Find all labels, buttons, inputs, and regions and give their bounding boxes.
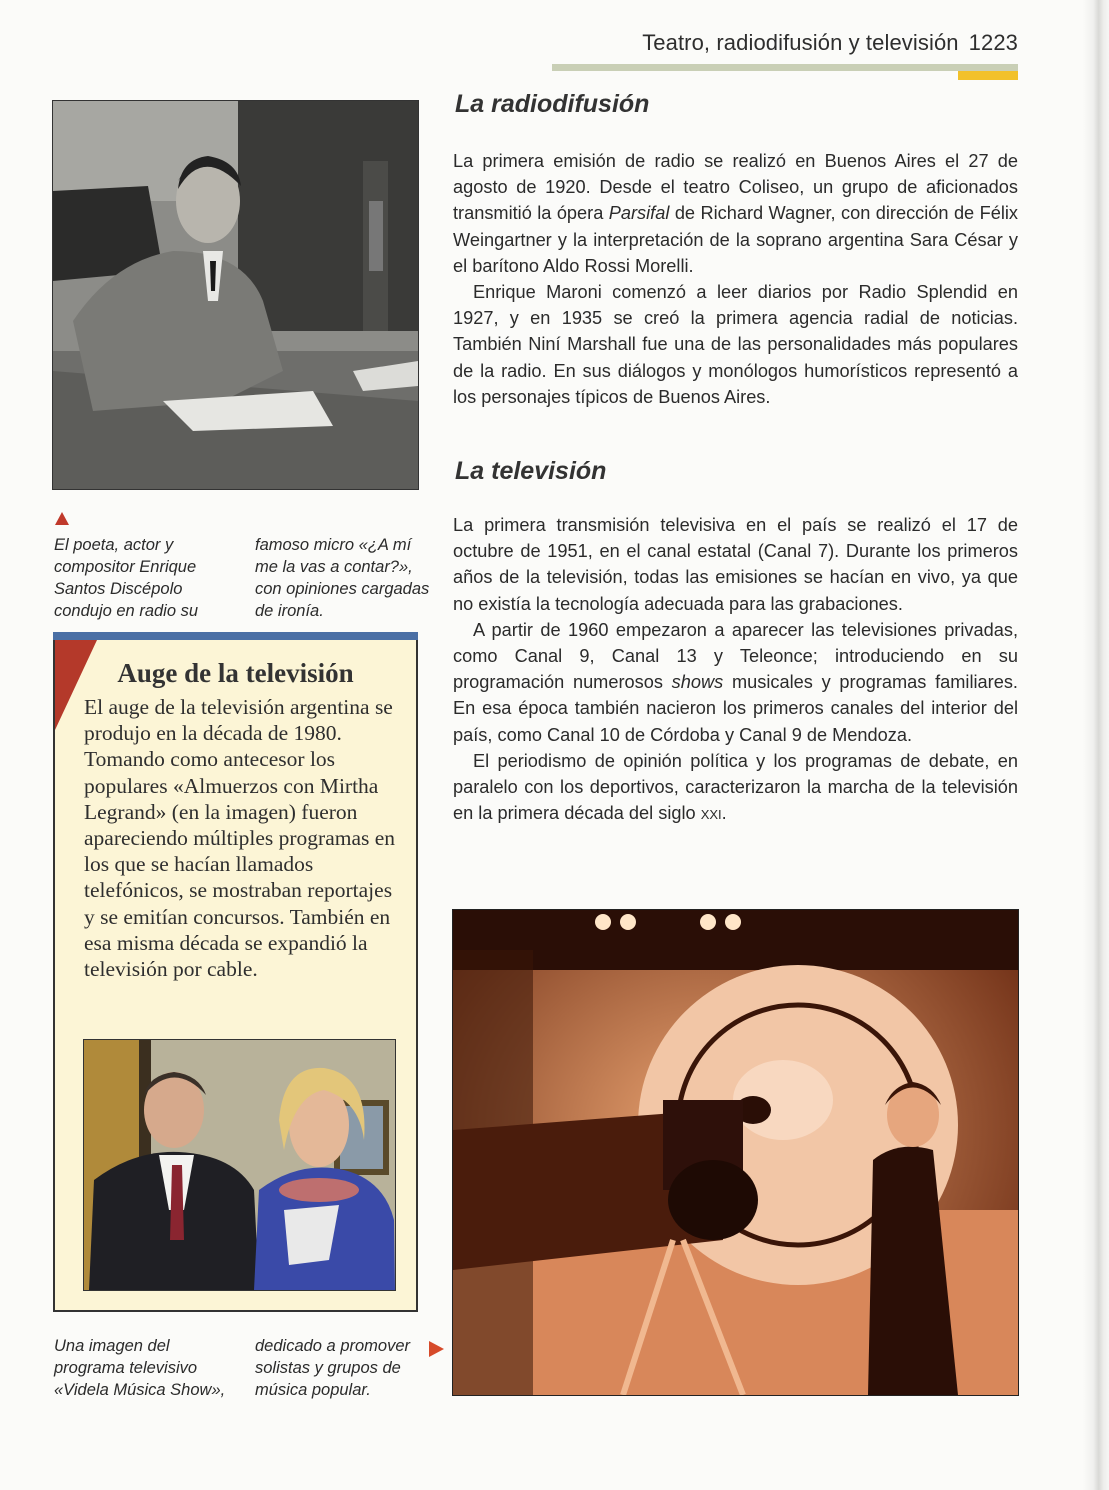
caption-videla-part2: dedicado a promover solistas y grupos de música popular. (255, 1337, 411, 1399)
photo-videla-tv-studio (452, 909, 1019, 1396)
running-head (560, 30, 1018, 56)
radio-paragraph-2: Enrique Maroni comenzó a leer diarios por Radio Splendid en 1927, y en 1935 se creó la primera agencia radial de noticias. También Niní Marshall fue una de las personalidades más populares de la radio. En sus diálogos y monólogos humorísticos representó a los personajes típicos de Buenos Aires. (453, 282, 1018, 407)
text-run: A partir de 1960 empezaron a aparecer las televisiones privadas, como Canal 9, Canal 13 y Teleonce; introduciendo en su programación numerosos (453, 619, 1018, 693)
radio-paragraph-1 (453, 148, 1018, 279)
caption-discepolo-part1: El poeta, actor y compositor Enrique Santos Discépolo condujo en radio su (54, 536, 199, 620)
page-binding-shadow (1083, 0, 1109, 1490)
photo-discepolo-radio (52, 100, 419, 490)
text-run: . (721, 803, 727, 824)
text-run: El periodismo de opinión política y los programas de debate, en paralelo con los deportivos, caracterizaron la marcha de la televisión en la primera década del siglo (453, 750, 1018, 824)
photo-mirtha-legrand (83, 1039, 396, 1291)
opera-title: Parsifal (608, 203, 670, 224)
radio-body (453, 148, 1018, 410)
text-run: de Richard Wagner, con dirección de Félix Weingartner y la interpretación de la soprano argentina Sara César y el barítono Aldo Rossi Morelli. (453, 203, 1018, 276)
caption-videla-part1: Una imagen del programa televisivo «Videla Música Show», (54, 1337, 226, 1399)
tv-paragraph-3 (453, 748, 1018, 827)
tv-body (453, 512, 1018, 826)
shows-italic: shows (671, 672, 724, 693)
tv-paragraph-2 (453, 617, 1018, 748)
text-run: La primera emisión de radio se realizó en Buenos Aires el 27 de agosto de 1920. Desde el teatro Coliseo, un grupo de aficionados transmitió la ópera (453, 151, 1018, 224)
running-title: Teatro, radiodifusión y televisión (642, 30, 959, 55)
caption-discepolo-part2: famoso micro «¿A mí me la vas a contar?», con opiniones cargadas de ironía. (255, 536, 430, 620)
header-accent-bar (958, 71, 1018, 80)
heading-television: La televisión (455, 457, 607, 485)
heading-radiodifusion: La radiodifusión (455, 90, 650, 118)
century-numeral: xxi (700, 803, 722, 824)
caption-marker-up-icon (55, 512, 69, 525)
text-run: musicales y programas familiares. En esa época también nacieron los primeros canales del interior del país, como Canal 10 de Córdoba y Canal 9 de Mendoza. (453, 672, 1018, 745)
box-title: Auge de la televisión (117, 658, 354, 688)
tv-paragraph-1: La primera transmisión televisiva en el país se realizó el 17 de octubre de 1951, en el canal estatal (Canal 7). Durante los primeros años de la televisión, todas las emisiones se hacían en vivo, ya que no existía la tecnología adecuada para las grabaciones. (453, 515, 1018, 614)
box-top-bar (53, 632, 418, 640)
box-text: El auge de la televisión argentina se produjo en la década de 1980. Tomando como antecesor los populares «Almuerzos con Mirtha Legrand» (en la imagen) fueron apareciendo múltiples programas en los que se hacían llamados telefónicos, se mostraban reportajes y se emitían concursos. También en esa misma década se expandió la televisión por cable. (84, 695, 396, 982)
header-rule (552, 64, 1018, 71)
page-number: 1223 (968, 30, 1018, 55)
caption-marker-right-icon (429, 1341, 444, 1357)
